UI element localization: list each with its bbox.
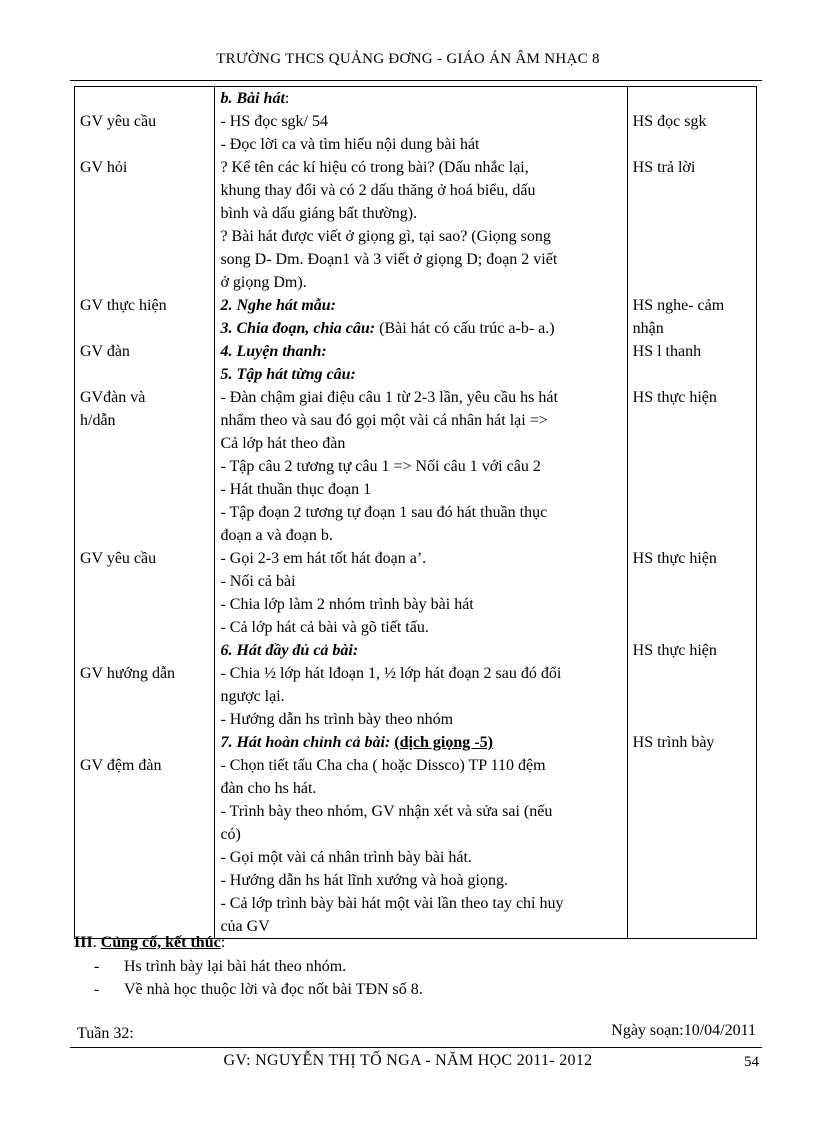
teacher-activity: GV thực hiện xyxy=(80,297,167,314)
content-line: - Gọi một vài cá nhân trình bày bài hát. xyxy=(220,849,472,866)
student-activity: HS trả lời xyxy=(632,159,696,176)
teacher-activity: GV hỏi xyxy=(80,159,128,176)
teacher-activity: GV đàn xyxy=(80,343,130,360)
content-line: - Tập câu 2 tương tự câu 1 => Nối câu 1 với câu 2 xyxy=(220,458,541,475)
content-line: - Trình bày theo nhóm, GV nhận xét và sửa sai (nếu xyxy=(220,803,553,820)
content-line: - Hướng dẫn hs trình bày theo nhóm xyxy=(220,711,454,728)
content-line: ? Bài hát được viết ở giọng gì, tại sao? (Giọng song xyxy=(220,228,551,245)
teacher-activity-column xyxy=(75,87,215,939)
student-activity: HS nghe- cảm xyxy=(632,297,725,314)
content-line: - Đàn chậm giai điệu câu 1 từ 2-3 lần, yêu cầu hs hát xyxy=(220,389,558,406)
content-line: - Hướng dẫn hs hát lĩnh xướng và hoà giọng. xyxy=(220,872,508,889)
prep-date: Ngày soạn:10/04/2011 xyxy=(611,1022,756,1039)
content-line: có) xyxy=(220,826,241,843)
header-rule xyxy=(70,80,762,81)
list-item: - Hs trình bày lại bài hát theo nhóm. xyxy=(94,958,347,975)
content-line: song D- Dm. Đoạn1 và 3 viết ở giọng D; đoạn 2 viết xyxy=(220,251,558,268)
footer-rule xyxy=(70,1047,762,1048)
section-3-title: Củng cố, kết thúc xyxy=(100,934,221,951)
content-column: b. Bài hát: - HS đọc sgk/ 54 - Đọc lời ca và tìm hiểu nội dung bài hát ? Kể tên các kí hiệu có trong bài? (Dấu nhắc lại, khung thay đổi và có 2 dấu thăng ở hoá biểu, dấu bình và dấu giáng bất thường). ? Bài hát được viết ở giọng gì, tại sao? (Giọng song song D- Dm. Đoạn1 và 3 viết ở giọng D; đoạn 2 viết ở giọng Dm). 2. Nghe hát mẫu: 3. Chia đoạn, chia câu: (Bài hát có cấu trúc a-b- a.) 4. Luyện thanh: 5. Tập hát từng câu: - Đàn chậm giai điệu câu 1 từ 2-3 lần, yêu cầu hs hát nhẩm theo và sau đó gọi một vài cá nhân hát lại => Cả lớp hát theo đàn - Tập câu 2 tương tự câu 1 => Nối câu 1 với câu 2 - Hát thuần thục đoạn 1 - Tập đoạn 2 tương tự đoạn 1 sau đó hát thuần thục đoạn a và đoạn b. - Gọi 2-3 em hát tốt hát đoạn a’. - Nối cả bài - Chia lớp làm 2 nhóm trình bày bài hát - Cả lớp hát cả bài và gõ tiết tấu. 6. Hát đầy đủ cả bài: - Chia ½ lớp hát lđoạn 1, ½ lớp hát đoạn 2 sau đó đổi ngược lại. - Hướng dẫn hs trình bày theo nhóm 7. Hát hoàn chỉnh cả bài: (dịch giọng -5) - Chọn tiết tấu Cha cha ( hoặc Dissco) TP 110 đệm đàn cho hs hát. - Trình bày theo nhóm, GV nhận xét và sửa sai (nếu có) - Gọi một vài cá nhân trình bày bài hát. - Hướng dẫn hs hát lĩnh xướng và hoà giọng. - Cả lớp trình bày bài hát một vài lần theo tay chỉ huy của GV xyxy=(215,87,627,939)
content-line: - HS đọc sgk/ 54 xyxy=(220,113,328,130)
content-line: ở giọng Dm). xyxy=(220,274,307,291)
content-line: bình và dấu giáng bất thường). xyxy=(220,205,418,222)
teacher-activity: GV yêu cầu xyxy=(80,550,157,567)
content-line: - Chọn tiết tấu Cha cha ( hoặc Dissco) TP 110 đệm xyxy=(220,757,546,774)
page-footer: GV: NGUYỄN THỊ TỐ NGA - NĂM HỌC 2011- 2012 xyxy=(223,1052,593,1069)
student-activity-column xyxy=(627,87,756,939)
transpose-note: (dịch giọng -5) xyxy=(394,734,493,751)
content-line: của GV xyxy=(220,918,270,935)
content-line: Cả lớp hát theo đàn xyxy=(220,435,346,452)
section-heading: 2. Nghe hát mẫu: xyxy=(220,297,337,314)
section-heading: 6. Hát đầy đủ cả bài: xyxy=(220,642,359,659)
section-heading: 4. Luyện thanh: xyxy=(220,343,327,360)
content-line: - Cả lớp trình bày bài hát một vài lần theo tay chỉ huy xyxy=(220,895,564,912)
section-heading: 3. Chia đoạn, chia câu: xyxy=(220,320,376,337)
student-activity: HS trình bày xyxy=(632,734,715,751)
student-activity: HS đọc sgk xyxy=(632,113,707,130)
content-line: - Gọi 2-3 em hát tốt hát đoạn a’. xyxy=(220,550,427,567)
section-heading: 5. Tập hát từng câu: xyxy=(220,366,356,383)
teacher-activity: h/dẫn xyxy=(80,412,116,429)
section-heading: 7. Hát hoàn chỉnh cả bài: xyxy=(220,734,391,751)
teacher-activity: GV yêu cầu xyxy=(80,113,157,130)
section-3-heading: III. Củng cố, kết thúc: xyxy=(74,934,226,951)
teacher-activity: GV đệm đàn xyxy=(80,757,162,774)
content-line: khung thay đổi và có 2 dấu thăng ở hoá biểu, dấu xyxy=(220,182,536,199)
content-line: ngược lại. xyxy=(220,688,285,705)
student-activity: nhận xyxy=(632,320,664,337)
content-line: - Cả lớp hát cả bài và gõ tiết tấu. xyxy=(220,619,429,636)
student-activity: HS thực hiện xyxy=(632,389,717,406)
content-line: - Hát thuần thục đoạn 1 xyxy=(220,481,372,498)
content-line: ? Kể tên các kí hiệu có trong bài? (Dấu nhắc lại, xyxy=(220,159,529,176)
content-line: - Chia lớp làm 2 nhóm trình bày bài hát xyxy=(220,596,474,613)
student-activity: HS l thanh xyxy=(632,343,702,360)
content-line: nhẩm theo và sau đó gọi một vài cá nhân hát lại => xyxy=(220,412,548,429)
content-line: - Nối cả bài xyxy=(220,573,296,590)
week-label: Tuần 32: xyxy=(77,1025,134,1042)
teacher-activity: GVđàn và xyxy=(80,389,146,406)
teacher-activity: GV hướng dẫn xyxy=(80,665,176,682)
section-heading: b. Bài hát xyxy=(220,90,285,107)
content-line: (Bài hát có cấu trúc a-b- a.) xyxy=(375,320,555,337)
page-header: TRƯỜNG THCS QUẢNG ĐƠNG - GIÁO ÁN ÂM NHẠC 8 xyxy=(216,51,600,67)
student-activity: HS thực hiện xyxy=(632,642,717,659)
content-line: - Đọc lời ca và tìm hiểu nội dung bài hát xyxy=(220,136,480,153)
content-line: đoạn a và đoạn b. xyxy=(220,527,333,544)
list-item: - Về nhà học thuộc lời và đọc nốt bài TĐN số 8. xyxy=(94,981,423,998)
content-line: đàn cho hs hát. xyxy=(220,780,317,797)
content-line: - Chia ½ lớp hát lđoạn 1, ½ lớp hát đoạn 2 sau đó đổi xyxy=(220,665,562,682)
summary-list xyxy=(94,955,423,1001)
lesson-table xyxy=(74,86,757,939)
content-line: - Tập đoạn 2 tương tự đoạn 1 sau đó hát thuần thục xyxy=(220,504,548,521)
page-number: 54 xyxy=(744,1054,759,1070)
student-activity: HS thực hiện xyxy=(632,550,717,567)
table-row xyxy=(75,87,757,939)
